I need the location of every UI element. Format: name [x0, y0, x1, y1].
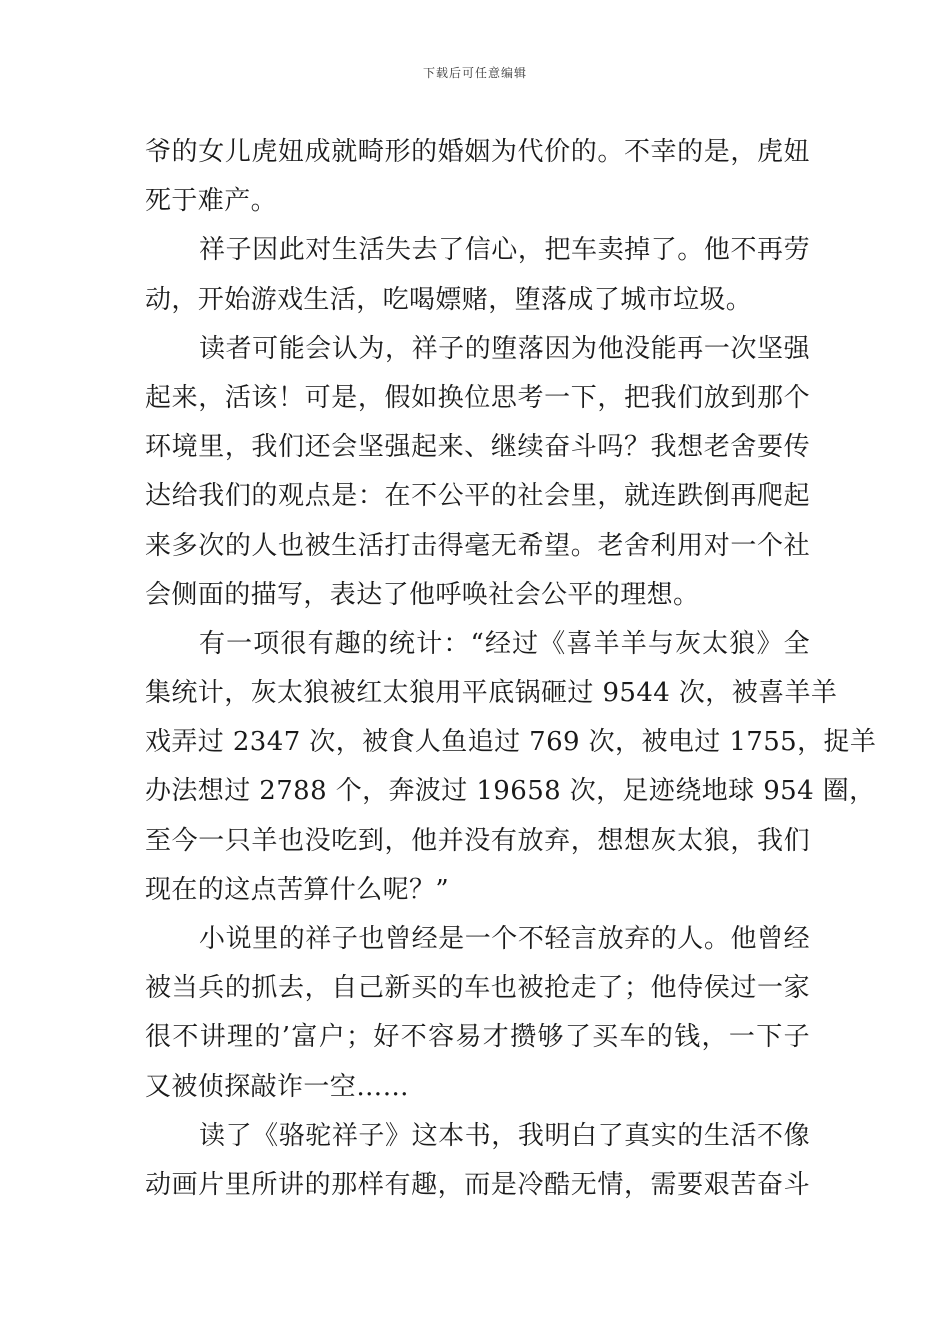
body-text	[145, 128, 877, 1210]
text-line: 环境里，我们还会坚强起来、继续奋斗吗？我想老舍要传	[145, 432, 810, 463]
text-line: 集统计，灰太狼被红太狼用平底锅砸过 9544 次，被喜羊羊	[145, 678, 838, 709]
text-line: 来多次的人也被生活打击得毫无希望。老舍利用对一个社	[145, 530, 810, 561]
text-line: 读者可能会认为，祥子的堕落因为他没能再一次坚强	[199, 333, 810, 364]
text-line: 动，开始游戏生活，吃喝嫖赌，堕落成了城市垃圾。	[145, 284, 753, 315]
text-line: 死于难产。	[145, 186, 278, 217]
text-line: 很不讲理的’富户；好不容易才攒够了买车的钱，一下子	[145, 1022, 810, 1053]
text-line: 祥子因此对生活失去了信心，把车卖掉了。他不再劳	[199, 235, 810, 266]
text-line: 读了《骆驼祥子》这本书，我明白了真实的生活不像	[199, 1120, 810, 1151]
text-line: 有一项很有趣的统计：“经过《喜羊羊与灰太狼》全	[199, 628, 810, 659]
text-line: 小说里的祥子也曾经是一个不轻言放弃的人。他曾经	[199, 924, 810, 954]
text-line: 又被侦探敲诈一空……	[145, 1071, 410, 1102]
page-header: 下载后可任意编辑	[422, 66, 527, 80]
text-line: 达给我们的观点是：在不公平的社会里，就连跌倒再爬起	[145, 481, 810, 512]
text-line: 会侧面的描写，表达了他呼唤社会公平的理想。	[145, 579, 700, 610]
text-line: 动画片里所讲的那样有趣，而是冷酷无情，需要艰苦奋斗	[145, 1169, 810, 1200]
text-line: 至今一只羊也没吃到，他并没有放弃，想想灰太狼，我们	[145, 825, 810, 856]
text-line: 戏弄过 2347 次，被食人鱼追过 769 次，被电过 1755，捉羊	[145, 727, 877, 758]
text-line: 现在的这点苦算什么呢？”	[145, 874, 450, 905]
text-line: 爷的女儿虎妞成就畸形的婚姻为代价的。不幸的是，虎妞	[145, 137, 810, 167]
text-line: 起来，活该！可是，假如换位思考一下，把我们放到那个	[145, 382, 810, 413]
text-line: 办法想过 2788 个，奔波过 19658 次，足迹绕地球 954 圈，	[145, 776, 876, 807]
text-line: 被当兵的抓去，自己新买的车也被抢走了；他侍侯过一家	[145, 973, 810, 1004]
